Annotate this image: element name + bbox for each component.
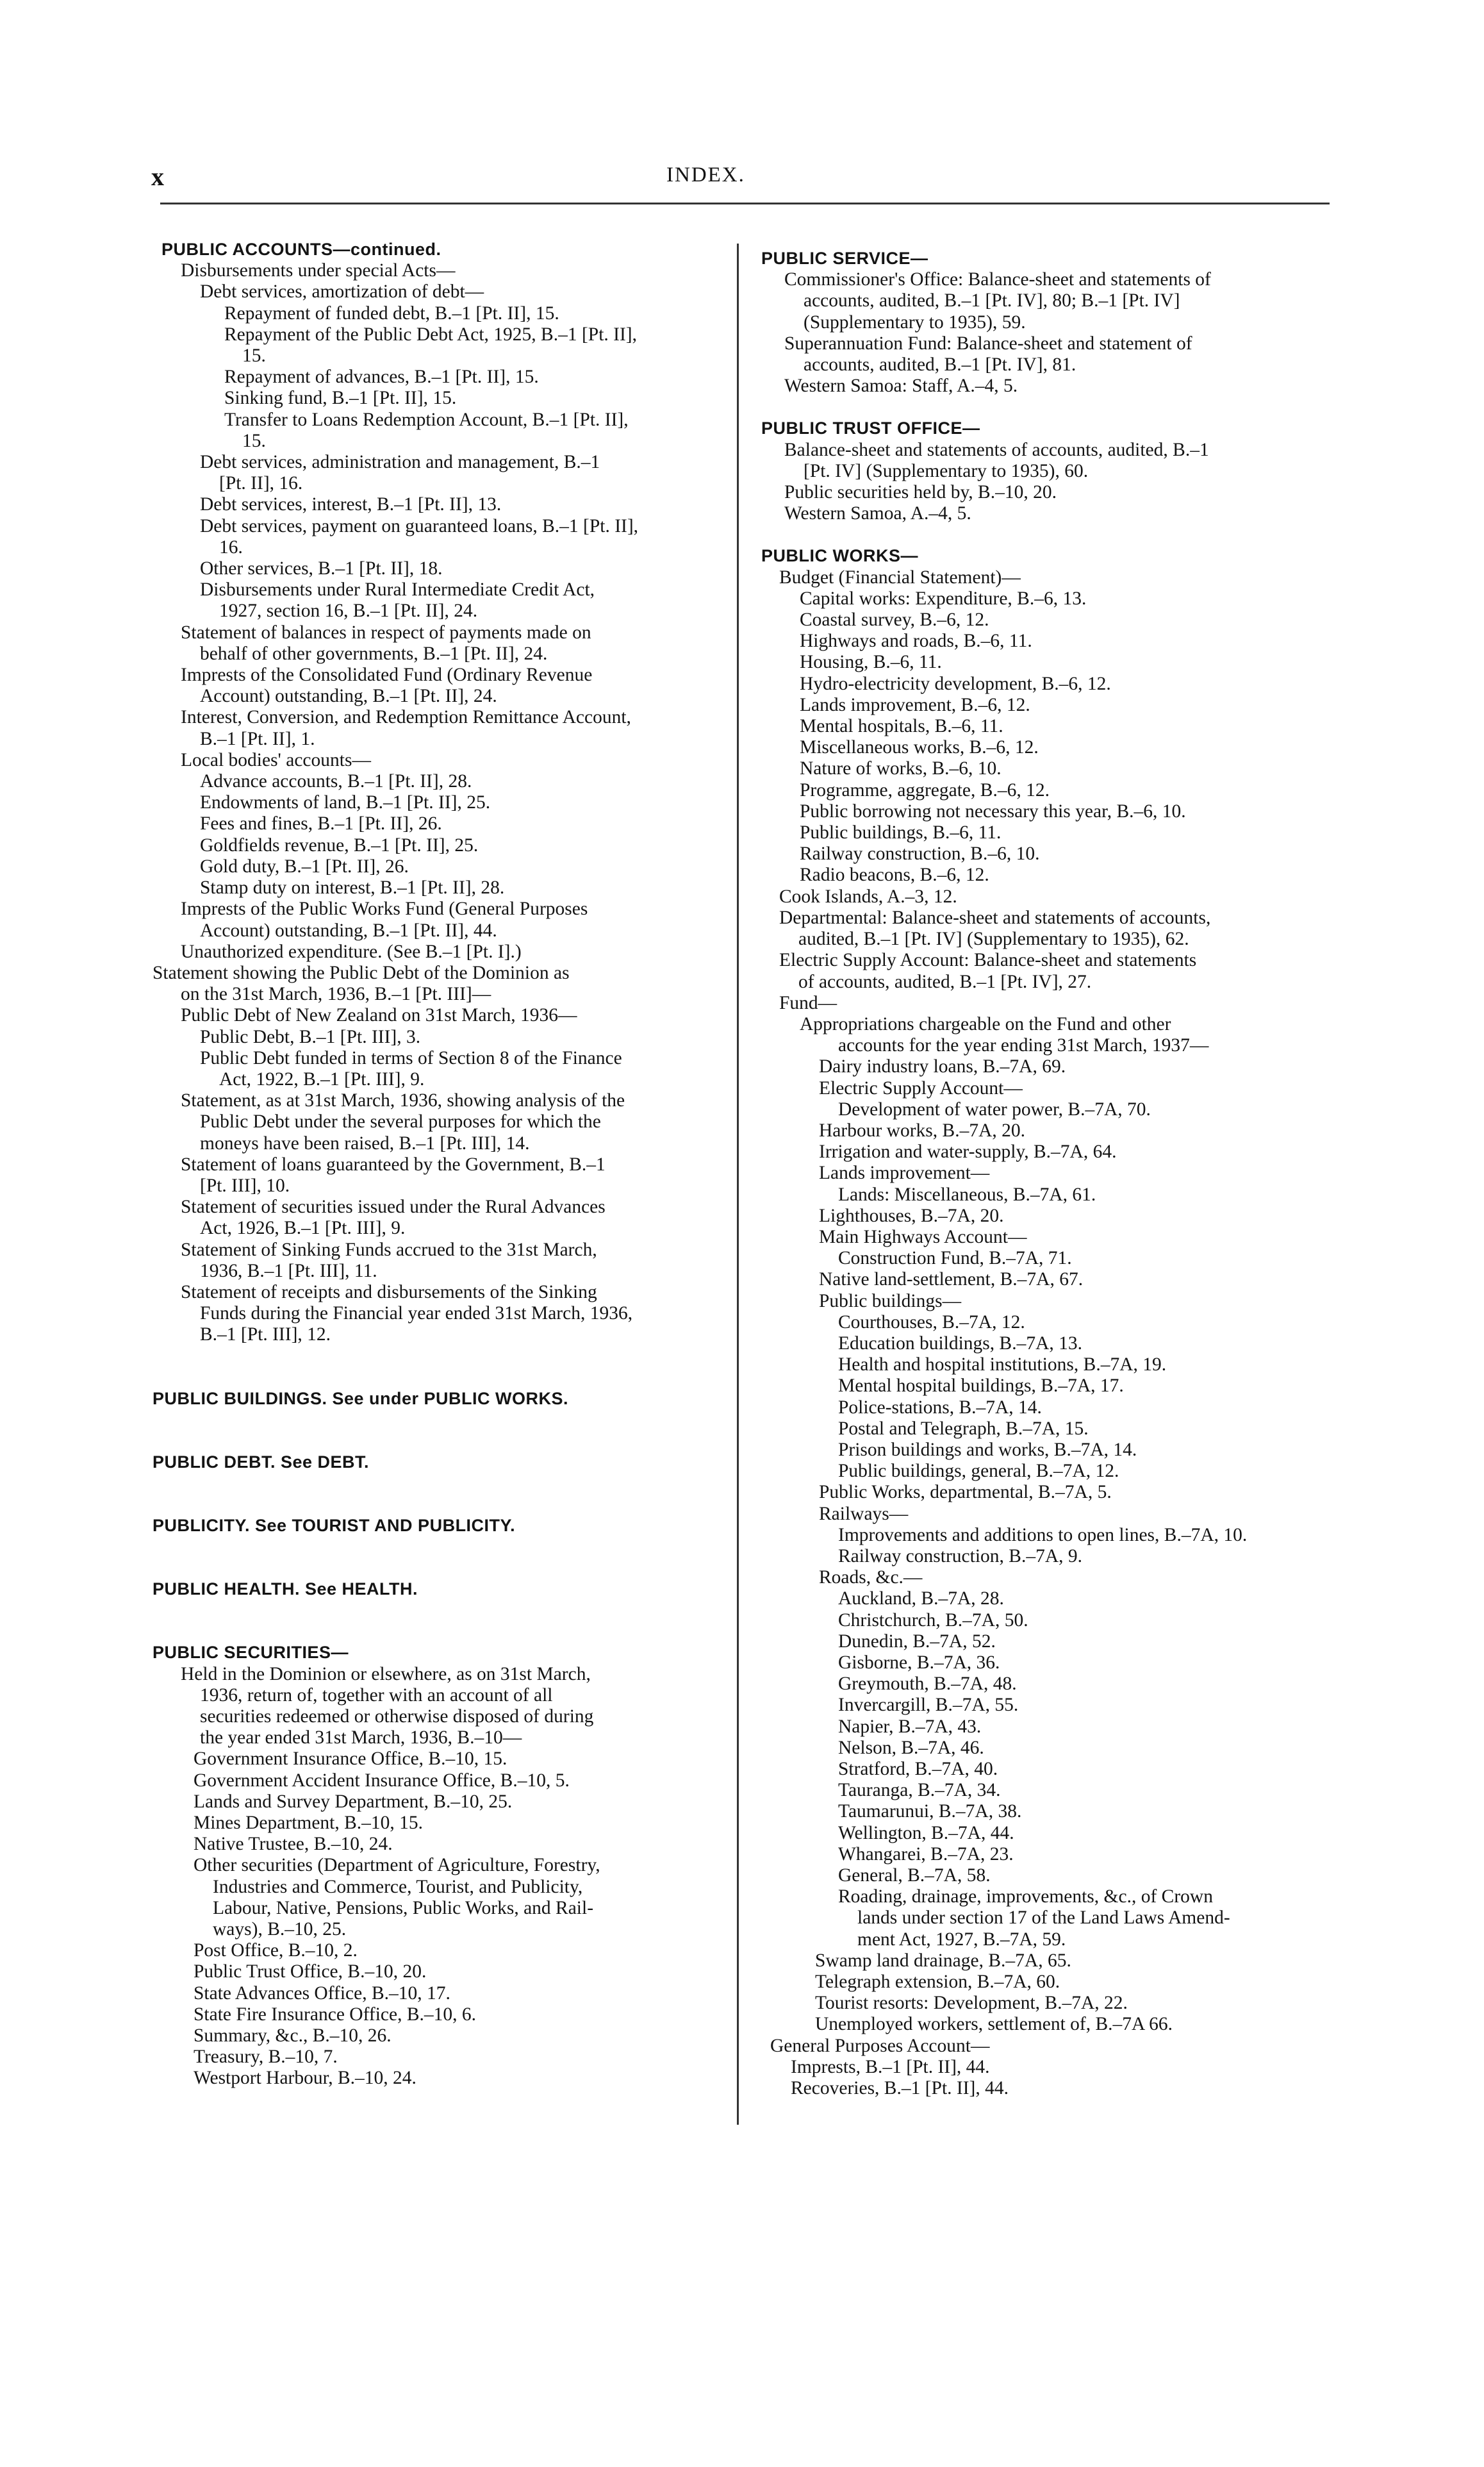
index-entry: Highways and roads, B.–6, 11. — [800, 631, 1032, 652]
index-entry: Disbursements under Rural Intermediate Credit Act, — [200, 579, 595, 601]
section-gap — [153, 1346, 726, 1367]
index-heading: PUBLIC SECURITIES— — [153, 1643, 349, 1663]
index-entry: Cook Islands, A.–3, 12. — [779, 886, 957, 907]
index-entry: Taumarunui, B.–7A, 38. — [838, 1801, 1022, 1822]
index-entry: [Pt. III], 10. — [200, 1175, 290, 1196]
index-entry: audited, B.–1 [Pt. IV] (Supplementary to 1935), 62. — [798, 929, 1189, 950]
index-entry: Transfer to Loans Redemption Account, B.–1 [Pt. II], — [224, 409, 629, 430]
index-entry: Statement of receipts and disbursements of the Sinking — [181, 1281, 597, 1302]
left-column — [153, 239, 726, 2089]
index-entry: Statement of loans guaranteed by the Government, B.–1 — [181, 1154, 606, 1175]
index-entry: 1936, return of, together with an account of all — [200, 1684, 553, 1706]
index-entry: (Supplementary to 1935), 59. — [804, 311, 1026, 333]
index-entry: General Purposes Account— — [770, 2035, 990, 2056]
index-entry: Roads, &c.— — [819, 1567, 923, 1588]
index-entry: moneys have been raised, B.–1 [Pt. III], 14. — [200, 1133, 530, 1154]
index-entry: Programme, aggregate, B.–6, 12. — [800, 779, 1050, 801]
index-entry: Mental hospitals, B.–6, 11. — [800, 716, 1003, 737]
section-gap — [761, 524, 1330, 545]
index-entry: Mines Department, B.–10, 15. — [194, 1813, 424, 1833]
index-entry: Police-stations, B.–7A, 14. — [838, 1397, 1042, 1418]
index-entry: Statement of securities issued under the Rural Advances — [181, 1197, 606, 1218]
index-entry: Statement, as at 31st March, 1936, showing analysis of the — [181, 1090, 625, 1111]
index-entry: Irrigation and water-supply, B.–7A, 64. — [819, 1142, 1117, 1163]
index-entry: [Pt. IV] (Supplementary to 1935), 60. — [804, 460, 1089, 481]
index-entry: Harbour works, B.–7A, 20. — [819, 1120, 1026, 1141]
index-entry: Public Debt of New Zealand on 31st March, 1936— — [181, 1005, 577, 1026]
index-entry: Unauthorized expenditure. (See B.–1 [Pt. I].) — [181, 941, 522, 962]
index-entry: accounts, audited, B.–1 [Pt. IV], 81. — [804, 354, 1076, 376]
index-entry: Fees and fines, B.–1 [Pt. II], 26. — [200, 813, 442, 835]
index-entry: Tauranga, B.–7A, 34. — [838, 1780, 1001, 1801]
index-entry: Lands improvement— — [819, 1163, 990, 1184]
section-gap — [153, 1557, 726, 1579]
index-entry: Native Trustee, B.–10, 24. — [194, 1834, 393, 1855]
index-entry: ment Act, 1927, B.–7A, 59. — [857, 1929, 1066, 1950]
index-entry: Courthouses, B.–7A, 12. — [838, 1311, 1025, 1333]
index-entry: Railway construction, B.–7A, 9. — [838, 1545, 1082, 1566]
section-gap — [153, 1431, 726, 1452]
index-entry: 1927, section 16, B.–1 [Pt. II], 24. — [219, 601, 478, 622]
index-entry: Railways— — [819, 1503, 909, 1524]
index-entry: Repayment of the Public Debt Act, 1925, B.–1 [Pt. II], — [224, 324, 637, 345]
index-entry: Mental hospital buildings, B.–7A, 17. — [838, 1375, 1124, 1397]
index-entry: Railway construction, B.–6, 10. — [800, 843, 1040, 865]
index-entry: Debt services, payment on guaranteed loans, B.–1 [Pt. II], — [200, 515, 639, 536]
index-entry: Industries and Commerce, Tourist, and Publicity, — [213, 1876, 583, 1897]
index-entry: Treasury, B.–10, 7. — [194, 2047, 338, 2068]
index-entry: Goldfields revenue, B.–1 [Pt. II], 25. — [200, 835, 479, 856]
index-entry: Account) outstanding, B.–1 [Pt. II], 44. — [200, 920, 497, 941]
index-entry: State Advances Office, B.–10, 17. — [194, 1982, 450, 2004]
index-entry: Radio beacons, B.–6, 12. — [800, 865, 989, 886]
index-entry: Education buildings, B.–7A, 13. — [838, 1333, 1083, 1354]
index-entry: State Fire Insurance Office, B.–10, 6. — [194, 2004, 477, 2025]
index-entry: Imprests of the Consolidated Fund (Ordinary Revenue — [181, 665, 593, 686]
index-entry: 15. — [242, 430, 266, 451]
index-entry: Tourist resorts: Development, B.–7A, 22. — [815, 1993, 1128, 2014]
index-entry: Imprests, B.–1 [Pt. II], 44. — [791, 2056, 990, 2077]
index-entry: Invercargill, B.–7A, 55. — [838, 1695, 1019, 1716]
index-entry: Funds during the Financial year ended 31st March, 1936, — [200, 1303, 633, 1324]
section-gap — [153, 1473, 726, 1494]
index-entry: Improvements and additions to open lines, B.–7A, 10. — [838, 1524, 1248, 1545]
index-entry: [Pt. II], 16. — [219, 473, 303, 494]
section-gap — [153, 1600, 726, 1621]
index-entry: Debt services, amortization of debt— — [200, 281, 484, 303]
index-entry: General, B.–7A, 58. — [838, 1865, 991, 1886]
index-entry: Construction Fund, B.–7A, 71. — [838, 1248, 1072, 1269]
index-entry: Health and hospital institutions, B.–7A, 19. — [838, 1354, 1167, 1375]
page-number: x — [151, 162, 164, 191]
index-heading: PUBLIC BUILDINGS. See under PUBLIC WORKS. — [153, 1388, 569, 1408]
section-gap — [153, 1536, 726, 1557]
index-heading: PUBLIC TRUST OFFICE— — [761, 419, 980, 438]
index-entry: the year ended 31st March, 1936, B.–10— — [200, 1727, 522, 1748]
index-heading: PUBLIC HEALTH. See HEALTH. — [153, 1579, 418, 1599]
index-entry: Westport Harbour, B.–10, 24. — [194, 2068, 416, 2089]
index-entry: Telegraph extension, B.–7A, 60. — [815, 1972, 1060, 1993]
index-entry: Electric Supply Account— — [819, 1077, 1023, 1099]
index-entry: Labour, Native, Pensions, Public Works, and Rail- — [213, 1897, 594, 1918]
index-entry: Other securities (Department of Agriculture, Forestry, — [194, 1855, 600, 1876]
index-entry: Nature of works, B.–6, 10. — [800, 758, 1002, 779]
index-entry: Western Samoa, A.–4, 5. — [784, 503, 971, 524]
index-entry: Post Office, B.–10, 2. — [194, 1940, 358, 1961]
index-entry: Government Insurance Office, B.–10, 15. — [194, 1748, 507, 1770]
index-entry: Swamp land drainage, B.–7A, 65. — [815, 1950, 1071, 1971]
index-entry: Dunedin, B.–7A, 52. — [838, 1631, 996, 1652]
index-entry: Prison buildings and works, B.–7A, 14. — [838, 1439, 1137, 1460]
index-entry: Imprests of the Public Works Fund (General Purposes — [181, 899, 588, 920]
index-entry: Hydro-electricity development, B.–6, 12. — [800, 673, 1111, 694]
index-entry: Housing, B.–6, 11. — [800, 652, 942, 673]
index-entry: Repayment of advances, B.–1 [Pt. II], 15. — [224, 367, 539, 388]
index-entry: Advance accounts, B.–1 [Pt. II], 28. — [200, 771, 472, 792]
index-entry: Balance-sheet and statements of accounts, audited, B.–1 — [784, 439, 1209, 460]
index-entry: Public securities held by, B.–10, 20. — [784, 482, 1057, 503]
index-entry: Repayment of funded debt, B.–1 [Pt. II], 15. — [224, 303, 559, 324]
index-entry: Christchurch, B.–7A, 50. — [838, 1609, 1028, 1631]
index-entry: Western Samoa: Staff, A.–4, 5. — [784, 376, 1018, 397]
section-gap — [153, 1409, 726, 1431]
index-entry: Miscellaneous works, B.–6, 12. — [800, 737, 1039, 758]
index-entry: Nelson, B.–7A, 46. — [838, 1737, 984, 1758]
index-entry: on the 31st March, 1936, B.–1 [Pt. III]— — [181, 984, 491, 1005]
index-entry: Wellington, B.–7A, 44. — [838, 1822, 1014, 1843]
index-entry: Public borrowing not necessary this year, B.–6, 10. — [800, 801, 1186, 822]
index-heading: PUBLIC DEBT. See DEBT. — [153, 1452, 370, 1472]
index-entry: Capital works: Expenditure, B.–6, 13. — [800, 588, 1087, 609]
index-entry: behalf of other governments, B.–1 [Pt. II], 24. — [200, 643, 548, 664]
index-entry: Public Works, departmental, B.–7A, 5. — [819, 1482, 1112, 1503]
index-entry: ways), B.–10, 25. — [213, 1919, 347, 1940]
index-entry: Debt services, administration and management, B.–1 — [200, 452, 600, 473]
index-entry: Auckland, B.–7A, 28. — [838, 1588, 1004, 1609]
index-entry: Lighthouses, B.–7A, 20. — [819, 1205, 1004, 1226]
index-entry: Debt services, interest, B.–1 [Pt. II], 13. — [200, 494, 502, 515]
index-entry: Departmental: Balance-sheet and statements of accounts, — [779, 907, 1211, 928]
index-entry: Lands and Survey Department, B.–10, 25. — [194, 1791, 513, 1812]
index-entry: Public Debt under the several purposes for which the — [200, 1111, 601, 1133]
index-entry: Stamp duty on interest, B.–1 [Pt. II], 28. — [200, 877, 505, 899]
index-entry: securities redeemed or otherwise disposed of during — [200, 1706, 594, 1727]
index-entry: Fund— — [779, 992, 837, 1013]
index-entry: Held in the Dominion or elsewhere, as on 31st March, — [181, 1663, 591, 1684]
index-heading: PUBLIC SERVICE— — [761, 249, 928, 268]
section-gap — [153, 1494, 726, 1515]
running-head: INDEX. — [666, 163, 745, 187]
index-heading: PUBLICITY. See TOURIST AND PUBLICITY. — [153, 1515, 516, 1535]
index-entry: Sinking fund, B.–1 [Pt. II], 15. — [224, 388, 457, 409]
index-entry: Disbursements under special Acts— — [181, 260, 456, 281]
index-entry: of accounts, audited, B.–1 [Pt. IV], 27. — [798, 971, 1092, 992]
section-gap — [153, 1621, 726, 1642]
index-entry: Unemployed workers, settlement of, B.–7A 66. — [815, 2014, 1173, 2035]
header-rule — [160, 203, 1330, 204]
index-entry: Summary, &c., B.–10, 26. — [194, 2025, 392, 2047]
index-entry: Stratford, B.–7A, 40. — [838, 1759, 998, 1780]
index-entry: Public Debt, B.–1 [Pt. III], 3. — [200, 1026, 421, 1047]
index-entry: Whangarei, B.–7A, 23. — [838, 1843, 1014, 1865]
index-entry: Appropriations chargeable on the Fund and other — [800, 1013, 1171, 1034]
index-entry: Other services, B.–1 [Pt. II], 18. — [200, 558, 443, 579]
index-entry: Electric Supply Account: Balance-sheet and statements — [779, 950, 1197, 971]
index-entry: Gisborne, B.–7A, 36. — [838, 1652, 1000, 1673]
index-entry: Act, 1922, B.–1 [Pt. III], 9. — [219, 1068, 425, 1090]
index-entry: Greymouth, B.–7A, 48. — [838, 1674, 1017, 1695]
index-entry: Native land-settlement, B.–7A, 67. — [819, 1269, 1084, 1290]
index-entry: accounts for the year ending 31st March, 1937— — [838, 1035, 1209, 1056]
index-entry: Roading, drainage, improvements, &c., of Crown — [838, 1886, 1213, 1907]
index-entry: Endowments of land, B.–1 [Pt. II], 25. — [200, 792, 491, 813]
index-entry: Gold duty, B.–1 [Pt. II], 26. — [200, 856, 409, 877]
index-entry: 1936, B.–1 [Pt. III], 11. — [200, 1260, 377, 1281]
index-entry: Government Accident Insurance Office, B.–10, 5. — [194, 1770, 570, 1791]
index-entry: Public Trust Office, B.–10, 20. — [194, 1961, 427, 1982]
index-entry: Account) outstanding, B.–1 [Pt. II], 24. — [200, 686, 497, 707]
index-entry: Development of water power, B.–7A, 70. — [838, 1099, 1151, 1120]
index-entry: Postal and Telegraph, B.–7A, 15. — [838, 1418, 1089, 1439]
index-entry: Lands: Miscellaneous, B.–7A, 61. — [838, 1184, 1096, 1205]
index-entry: Interest, Conversion, and Redemption Remittance Account, — [181, 707, 631, 728]
index-entry: Statement of balances in respect of payments made on — [181, 622, 591, 643]
index-entry: 16. — [219, 536, 243, 558]
index-entry: Statement showing the Public Debt of the Dominion as — [153, 962, 570, 983]
index-entry: Lands improvement, B.–6, 12. — [800, 694, 1030, 715]
index-entry: lands under section 17 of the Land Laws Amend- — [857, 1907, 1230, 1929]
index-entry: Public buildings— — [819, 1290, 962, 1311]
section-gap — [153, 1367, 726, 1388]
column-divider — [737, 244, 739, 2125]
index-entry: Public Debt funded in terms of Section 8 of the Finance — [200, 1047, 622, 1068]
index-entry: Napier, B.–7A, 43. — [838, 1716, 982, 1737]
index-entry: Budget (Financial Statement)— — [779, 567, 1021, 588]
index-heading: PUBLIC WORKS— — [761, 546, 918, 566]
section-gap — [761, 397, 1330, 418]
index-entry: Statement of Sinking Funds accrued to the 31st March, — [181, 1239, 597, 1260]
index-entry: Commissioner's Office: Balance-sheet and statements of — [784, 269, 1211, 290]
right-column — [761, 248, 1330, 2099]
index-entry: Recoveries, B.–1 [Pt. II], 44. — [791, 2078, 1009, 2099]
index-entry: Local bodies' accounts— — [181, 749, 371, 770]
index-entry: Public buildings, general, B.–7A, 12. — [838, 1461, 1119, 1482]
index-entry: Coastal survey, B.–6, 12. — [800, 610, 989, 631]
index-entry: Public buildings, B.–6, 11. — [800, 822, 1002, 843]
index-entry: Main Highways Account— — [819, 1226, 1027, 1247]
index-entry: B.–1 [Pt. III], 12. — [200, 1324, 331, 1345]
index-heading: PUBLIC ACCOUNTS—continued. — [161, 240, 441, 259]
index-entry: accounts, audited, B.–1 [Pt. IV], 80; B.–1 [Pt. IV] — [804, 290, 1180, 311]
index-entry: 15. — [242, 345, 266, 367]
index-entry: B.–1 [Pt. II], 1. — [200, 728, 315, 749]
index-entry: Dairy industry loans, B.–7A, 69. — [819, 1056, 1066, 1077]
index-entry: Act, 1926, B.–1 [Pt. III], 9. — [200, 1218, 406, 1239]
index-entry: Superannuation Fund: Balance-sheet and statement of — [784, 333, 1192, 354]
